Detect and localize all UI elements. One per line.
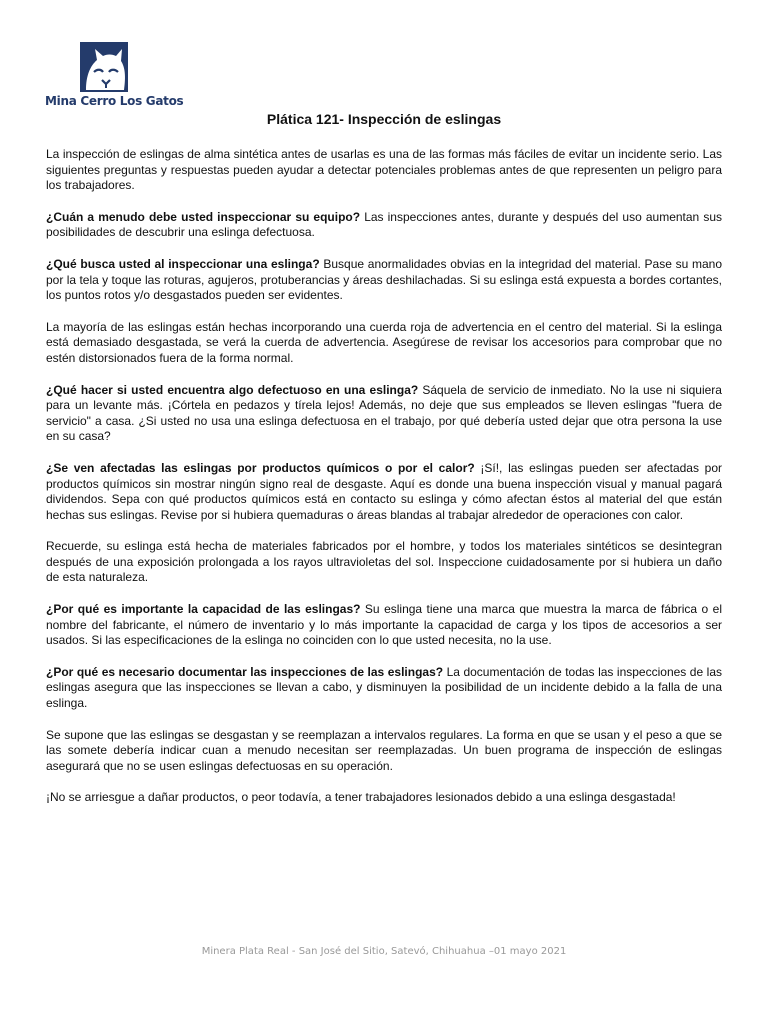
paragraph: ¿Qué hacer si usted encuentra algo defectuoso en una eslinga? Sáquela de servicio de inmediato. No la use ni siquiera para un levante más. ¡Córtela en pedazos y tírela lejos! Además, no deje que sus empleados se lleven eslingas "fuera de servicio" a casa. ¿Si usted no usa una eslinga defectuosa en el trabajo, por qué debería usted dejar que otra persona la use en su casa? xyxy=(46,382,722,444)
closing-paragraph: ¡No se arriesgue a dañar productos, o peor todavía, a tener trabajadores lesionados debido a una eslinga desgastada! xyxy=(46,790,676,805)
paragraph: Se supone que las eslingas se desgastan y se reemplazan a intervalos regulares. La forma en que se usan y el peso a que se las somete debería indicar cuan a menudo necesitan ser reemplazadas. Un buen programa de inspección de eslingas asegurará que no se usen eslingas defectuosas en su operación. xyxy=(46,727,722,773)
company-logo xyxy=(45,42,184,112)
page-footer: Minera Plata Real - San José del Sitio, Satevó, Chihuahua –01 mayo 2021 xyxy=(201,946,567,957)
cat-head-logo-icon xyxy=(80,42,128,92)
paragraph: ¿Cuán a menudo debe usted inspeccionar su equipo? Las inspecciones antes, durante y después del uso aumentan sus posibilidades de descubrir una eslinga defectuosa. xyxy=(46,209,722,240)
question-heading: ¿Se ven afectadas las eslingas por productos químicos o por el calor? xyxy=(46,460,475,475)
question-heading: ¿Cuán a menudo debe usted inspeccionar su equipo? xyxy=(46,209,361,224)
paragraph: Recuerde, su eslinga está hecha de materiales fabricados por el hombre, y todos los materiales sintéticos se desintegran después de una exposición prolongada a los rayos ultravioletas del sol. Inspeccione cuidadosamente por si hubiera un daño de esta naturaleza. xyxy=(46,539,722,585)
paragraph: La mayoría de las eslingas están hechas incorporando una cuerda roja de advertencia en el centro del material. Si la eslinga está demasiado desgastada, se verá la cuerda de advertencia. Asegúrese de revisar los accesorios para comprobar que no estén distorsionados fuera de la forma normal. xyxy=(46,319,722,365)
document-body xyxy=(46,147,722,822)
question-heading: ¿Qué busca usted al inspeccionar una eslinga? xyxy=(46,256,320,271)
question-heading: ¿Por qué es necesario documentar las inspecciones de las eslingas? xyxy=(46,664,444,679)
paragraph: ¿Se ven afectadas las eslingas por productos químicos o por el calor? ¡Sí!, las eslingas pueden ser afectadas por productos químicos sin mostrar ningún signo real de desgaste. Aquí es donde una buena inspección visual y manual pagará dividendos. Sepa con qué productos químicos está en contacto su eslinga y cómo afectan éstos al material del que están hechas sus eslingas. Revise por si hubiera quemaduras o áreas blandas al trabajar alrededor de operaciones con calor. xyxy=(46,460,722,522)
document-title: Plática 121- Inspección de eslingas xyxy=(266,111,502,127)
question-heading: ¿Qué hacer si usted encuentra algo defectuoso en una eslinga? xyxy=(46,382,419,397)
question-heading: ¿Por qué es importante la capacidad de las eslingas? xyxy=(46,602,361,617)
paragraph: ¿Por qué es necesario documentar las inspecciones de las eslingas? La documentación de todas las inspecciones de las eslingas asegura que las inspecciones se llevan a cabo, y disminuyen la posibilidad de un incidente debido a la falla de una eslinga. xyxy=(46,664,723,711)
logo-text: Mina Cerro Los Gatos xyxy=(45,94,184,108)
paragraph: ¿Por qué es importante la capacidad de las eslingas? Su eslinga tiene una marca que muestra la marca de fábrica o el nombre del fabricante, el número de inventario y lo más importante la capacidad de carga y los tipos de accesorios a ser usados. Si las especificaciones de la eslinga no coinciden con lo que usted necesita, no la use. xyxy=(46,602,722,648)
paragraph: La inspección de eslingas de alma sintética antes de usarlas es una de las formas más fáciles de evitar un incidente serio. Las siguientes preguntas y respuestas pueden ayudar a detectar potenciales problemas antes de que representen un peligro para los trabajadores. xyxy=(46,147,722,193)
paragraph: ¿Qué busca usted al inspeccionar una eslinga? Busque anormalidades obvias en la integridad del material. Pase su mano por la tela y toque las roturas, agujeros, protuberancias y áreas deshilachadas. Si su eslinga está expuesta a bordes cortantes, los puntos rotos y/o desgastados pueden ser evidentes. xyxy=(46,256,722,303)
